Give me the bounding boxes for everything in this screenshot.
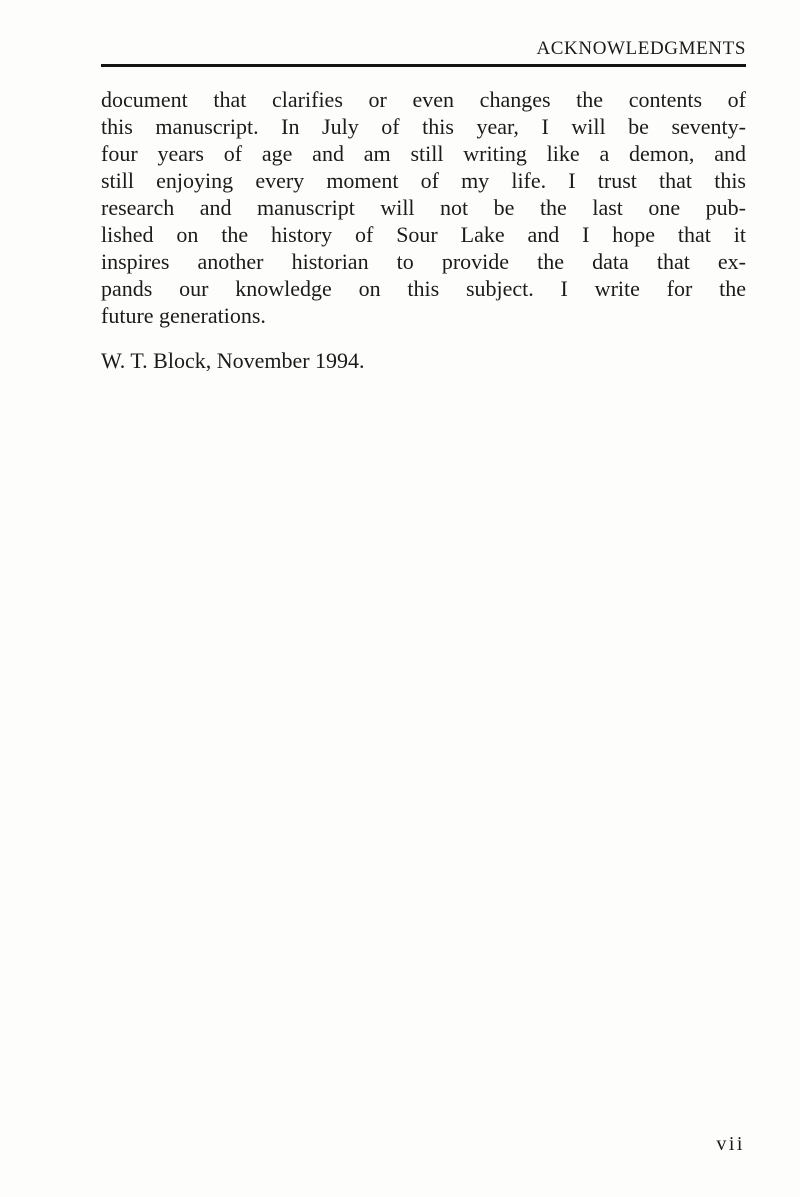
page-content (101, 38, 746, 374)
paragraph-line: document that clarifies or even changes the contents of (101, 87, 746, 112)
running-head: ACKNOWLEDGMENTS (536, 38, 746, 59)
header-rule (101, 64, 746, 67)
page-number: vii (716, 1133, 745, 1155)
paragraph-line: pands our knowledge on this subject. I write for the (101, 276, 746, 301)
paragraph (101, 86, 746, 329)
paragraph-line: four years of age and am still writing like a demon, and (101, 141, 746, 166)
author-signature-line: W. T. Block, November 1994. (101, 348, 365, 373)
paragraph-line: research and manuscript will not be the last one pub- (101, 195, 746, 220)
paragraph-line: lished on the history of Sour Lake and I hope that it (101, 222, 746, 247)
paragraph-line: future generations. (101, 303, 266, 328)
paragraph-line: this manuscript. In July of this year, I will be seventy- (101, 114, 746, 139)
paragraph-line: still enjoying every moment of my life. I trust that this (101, 168, 746, 193)
paragraph-line: inspires another historian to provide the data that ex- (101, 249, 746, 274)
